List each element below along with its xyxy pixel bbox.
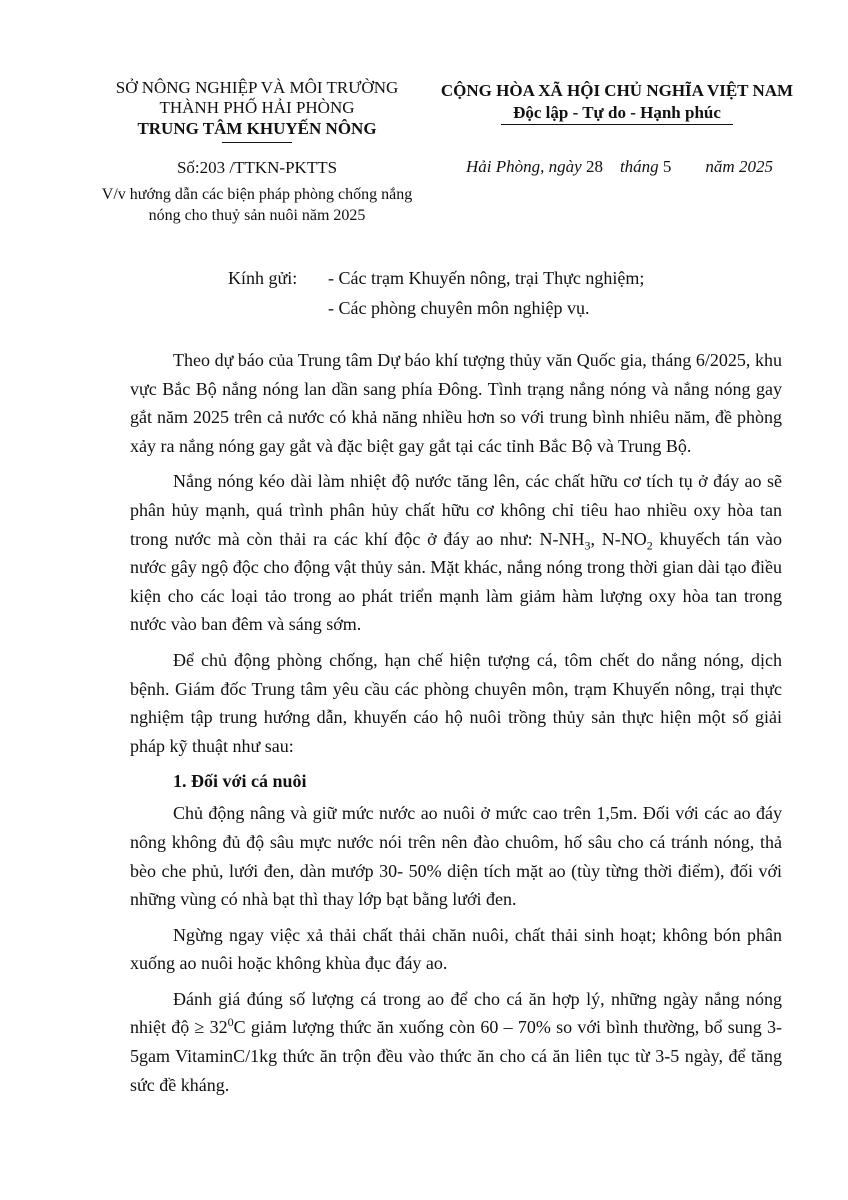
paragraph-feeding-part-2: C giảm lượng thức ăn xuống còn 60 – 70% so với bình thường, bổ sung 3-5gam VitaminC/1kg thức ăn trộn đều vào thức ăn cho cá ăn liên tục từ 3-5 ngày, để tăng sức đề kháng. bbox=[130, 1017, 782, 1095]
paragraph-effects-part-3: khuyếch tán vào nước gây ngộ độc cho động vật thủy sản. Mặt khác, nắng nóng trong thời gian dài tạo điều kiện cho các loại tảo trong ao phát triển mạnh làm giảm hàm lượng oxy hòa tan trong nước vào ban đêm và sáng sớm. bbox=[130, 528, 782, 635]
parent-agency: SỞ NÔNG NGHIỆP VÀ MÔI TRƯỜNG bbox=[115, 78, 399, 97]
date-month-label: tháng bbox=[619, 157, 659, 176]
subject-line-1: V/v hướng dẫn các biện pháp phòng chống nắng bbox=[101, 186, 413, 203]
date-year: năm 2025 bbox=[705, 157, 773, 176]
motto-underline bbox=[501, 124, 733, 125]
paragraph-effects bbox=[130, 467, 782, 639]
document-subject bbox=[92, 184, 422, 226]
paragraph-feeding bbox=[130, 985, 782, 1099]
motto: Độc lập - Tự do - Hạnh phúc bbox=[513, 103, 721, 122]
paragraph-directive: Để chủ động phòng chống, hạn chế hiện tượng cá, tôm chết do nắng nóng, dịch bệnh. Giám đốc Trung tâm yêu cầu các phòng chuyên môn, trạm Khuyến nông, trại thực nghiệm tập trung hướng dẫn, khuyến cáo hộ nuôi trồng thủy sản thực hiện một số giải pháp kỹ thuật như sau: bbox=[130, 649, 782, 756]
recipients-label: Kính gửi: bbox=[228, 268, 298, 288]
paragraph-forecast: Theo dự báo của Trung tâm Dự báo khí tượng thủy văn Quốc gia, tháng 6/2025, khu vực Bắc Bộ nắng nóng lan dần sang phía Đông. Tình trạng nắng nóng và nắng nóng gay gắt năm 2025 trên cả nước có khả năng nhiều hơn so với trung bình nhiêu năm, đề phòng xảy ra nắng nóng gay gắt và đặc biệt gay gắt tại các tỉnh Bắc Bộ và Trung Bộ. bbox=[130, 350, 782, 456]
recipients-list bbox=[328, 263, 644, 323]
date-place: Hải Phòng, ngày bbox=[466, 157, 582, 176]
date-day: 28 bbox=[585, 157, 603, 176]
subject-line-2: nóng cho thuỷ sản nuôi năm 2025 bbox=[148, 207, 366, 224]
recipient-item: - Các phòng chuyên môn nghiệp vụ. bbox=[328, 298, 590, 318]
agency-underline bbox=[222, 142, 292, 143]
city-name: THÀNH PHỐ HẢI PHÒNG bbox=[159, 98, 355, 117]
agency-name: TRUNG TÂM KHUYẾN NÔNG bbox=[137, 119, 377, 138]
document-number: Số:203 /TTKN-PKTTS bbox=[176, 158, 338, 177]
date-month: 5 bbox=[662, 157, 672, 176]
paragraph-effects-part-1: Nắng nóng kéo dài làm nhiệt độ nước tăng lên, các chất hữu cơ tích tụ ở đáy ao sẽ phân hủy mạnh, quá trình phân hủy chất hữu cơ không chỉ tiêu hao nhiều oxy hòa tan trong nước mà còn thải ra các khí độc ở đáy ao như: N-NH bbox=[130, 471, 782, 549]
superscript-degree: 0 bbox=[227, 1015, 234, 1030]
recipient-item: - Các trạm Khuyến nông, trại Thực nghiệm; bbox=[328, 268, 645, 288]
subscript-2: 2 bbox=[646, 538, 653, 553]
paragraph-water-level: Chủ động nâng và giữ mức nước ao nuôi ở mức cao trên 1,5m. Đối với các ao đáy nông không đủ độ sâu mực nước nói trên nên đào chuôm, hố sâu cho cá tránh nóng, thả bèo che phủ, lưới đen, dàn mướp 30- 50% diện tích mặt ao (tùy từng thời điểm), đối với những vùng có nhà bạt thì thay lớp bạt bằng lưới đen. bbox=[130, 803, 782, 910]
section-1-title: 1. Đối với cá nuôi bbox=[173, 771, 307, 792]
paragraph-feeding-part-1: Đánh giá đúng số lượng cá trong ao để cho cá ăn hợp lý, những ngày nắng nóng nhiệt độ ≥ 32 bbox=[130, 988, 782, 1038]
recipients-block bbox=[228, 263, 645, 318]
document-body bbox=[130, 346, 782, 1106]
paragraph-effects-part-2: , N-NO bbox=[590, 528, 647, 549]
agency-header bbox=[92, 78, 422, 143]
subscript-3: 3 bbox=[584, 538, 591, 553]
nation-title: CỘNG HÒA XÃ HỘI CHỦ NGHĨA VIỆT NAM bbox=[440, 81, 794, 100]
national-header bbox=[432, 80, 802, 125]
document-date bbox=[466, 157, 773, 177]
paragraph-stop-waste: Ngừng ngay việc xả thải chất thải chăn nuôi, chất thải sinh hoạt; không bón phân xuống ao nuôi hoặc không khùa đục đáy ao. bbox=[130, 924, 782, 974]
